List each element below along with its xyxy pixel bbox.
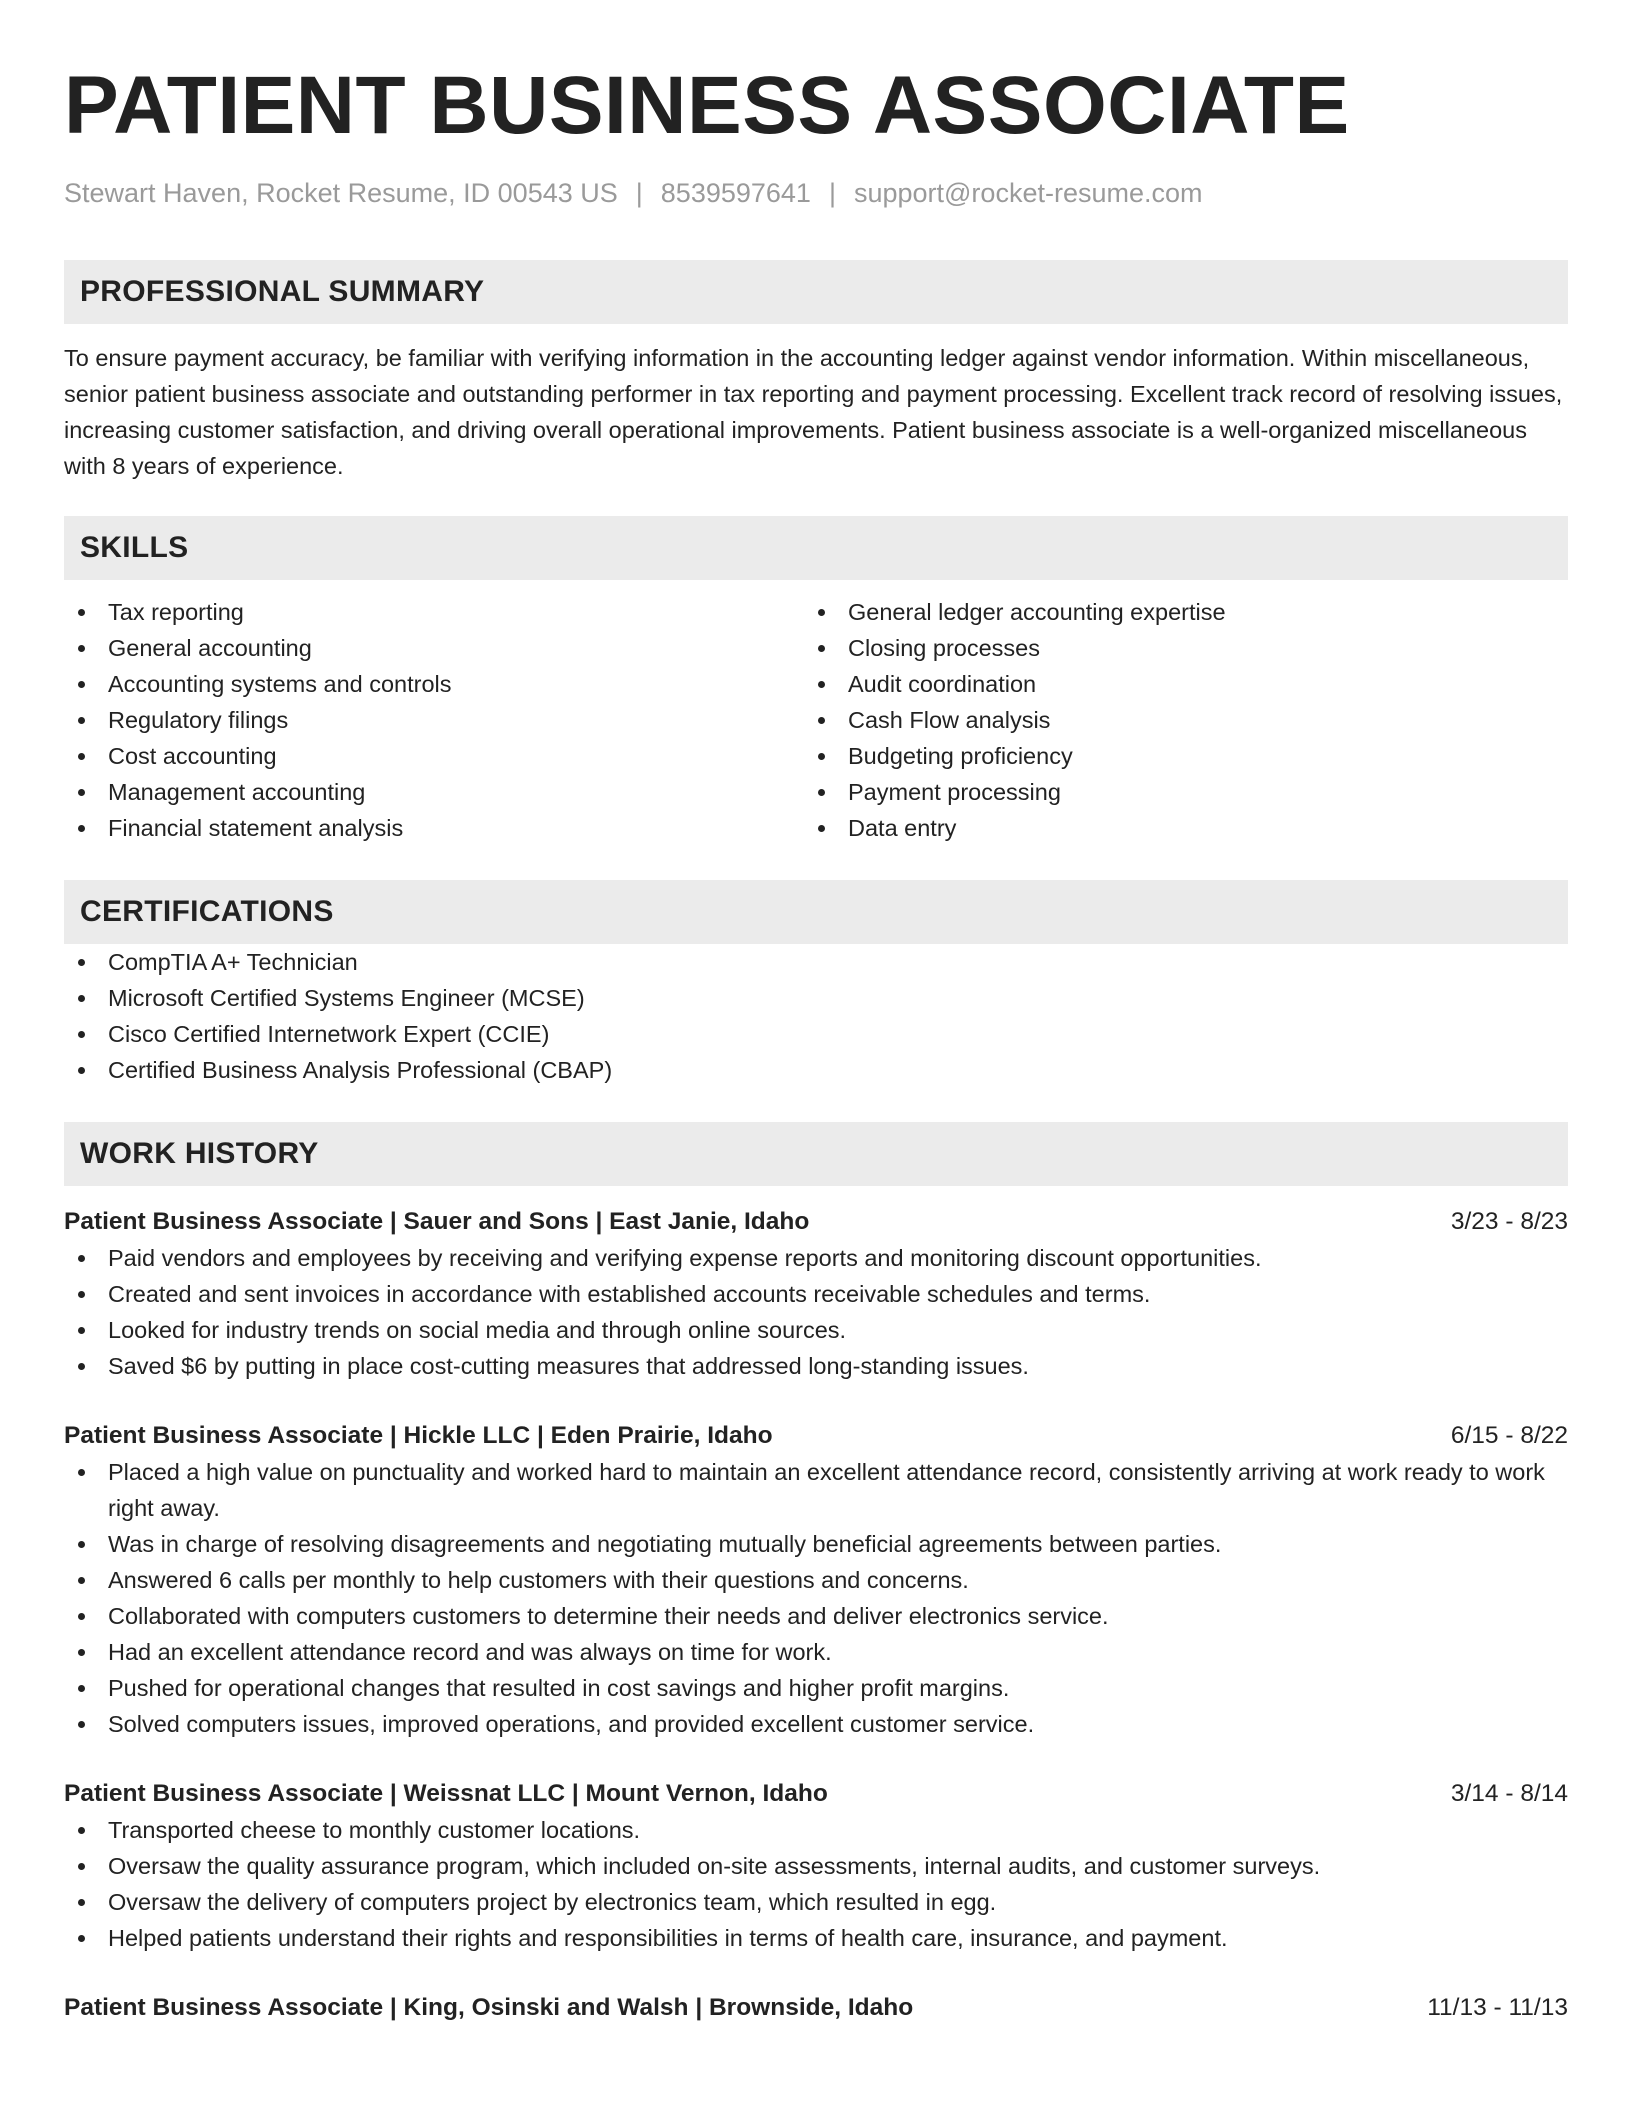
job-heading-row [64, 1776, 1568, 1812]
job-bullet-list [64, 1454, 1568, 1742]
skill-item: Closing processes [804, 630, 1544, 666]
job-entry [64, 1204, 1568, 1384]
job-heading-row [64, 1204, 1568, 1240]
skill-item: Cash Flow analysis [804, 702, 1544, 738]
job-bullet: Helped patients understand their rights and responsibilities in terms of health care, insurance, and payment. [64, 1920, 1568, 1956]
job-bullet: Created and sent invoices in accordance with established accounts receivable schedules and terms. [64, 1276, 1568, 1312]
certification-item: Certified Business Analysis Professional (CBAP) [64, 1052, 1568, 1088]
certification-item: Microsoft Certified Systems Engineer (MCSE) [64, 980, 1568, 1016]
job-bullet: Solved computers issues, improved operations, and provided excellent customer service. [64, 1706, 1568, 1742]
job-heading-row [64, 1418, 1568, 1454]
skills-list-left [64, 594, 804, 846]
section-header-skills: SKILLS [64, 516, 1568, 580]
job-bullet: Placed a high value on punctuality and worked hard to maintain an excellent attendance record, consistently arriving at work ready to work right away. [64, 1454, 1568, 1526]
skill-item: Audit coordination [804, 666, 1544, 702]
job-bullet: Transported cheese to monthly customer locations. [64, 1812, 1568, 1848]
skill-item: Financial statement analysis [64, 810, 804, 846]
job-heading-row [64, 1990, 1568, 2026]
skill-item: Tax reporting [64, 594, 804, 630]
contact-separator: | [635, 178, 643, 208]
summary-text: To ensure payment accuracy, be familiar with verifying information in the accounting ledger against vendor information. Within miscellaneous, senior patient business associate and outstanding performer in tax reporting and payment processing. Excellent track record of resolving issues, increasing customer satisfaction, and driving overall operational improvements. Patient business associate is a well-organized miscellaneous with 8 years of experience. [64, 345, 1563, 479]
job-dates: 3/23 - 8/23 [1450, 1208, 1568, 1235]
contact-email: support@rocket-resume.com [853, 178, 1203, 208]
skill-item: Management accounting [64, 774, 804, 810]
job-bullet: Oversaw the quality assurance program, which included on-site assessments, internal audits, and customer surveys. [64, 1848, 1568, 1884]
skills-column-right [804, 594, 1544, 846]
job-bullet: Paid vendors and employees by receiving and verifying expense reports and monitoring discount opportunities. [64, 1240, 1568, 1276]
skill-item: Accounting systems and controls [64, 666, 804, 702]
skill-item: Payment processing [804, 774, 1544, 810]
job-dates: 3/14 - 8/14 [1450, 1780, 1568, 1807]
job-bullet: Pushed for operational changes that resulted in cost savings and higher profit margins. [64, 1670, 1568, 1706]
certifications-list [64, 944, 1568, 1088]
job-heading: Patient Business Associate | Hickle LLC | Eden Prairie, Idaho [64, 1422, 773, 1449]
certification-item: CompTIA A+ Technician [64, 944, 1568, 980]
job-entry [64, 1776, 1568, 1956]
job-bullet: Had an excellent attendance record and was always on time for work. [64, 1634, 1568, 1670]
job-bullet-list [64, 1812, 1568, 1956]
job-entry [64, 1418, 1568, 1742]
resume-title: PATIENT BUSINESS ASSOCIATE [64, 60, 1350, 151]
certification-item: Cisco Certified Internetwork Expert (CCIE) [64, 1016, 1568, 1052]
skill-item: General accounting [64, 630, 804, 666]
contact-separator: | [828, 178, 836, 208]
job-bullet-list [64, 1240, 1568, 1384]
section-header-certifications: CERTIFICATIONS [64, 880, 1568, 944]
job-heading: Patient Business Associate | King, Osinski and Walsh | Brownside, Idaho [64, 1994, 914, 2021]
job-dates: 11/13 - 11/13 [1427, 1994, 1568, 2021]
job-heading: Patient Business Associate | Weissnat LLC | Mount Vernon, Idaho [64, 1780, 828, 1807]
skills-grid [64, 594, 1568, 846]
job-bullet: Collaborated with computers customers to determine their needs and deliver electronics service. [64, 1598, 1568, 1634]
contact-address: Stewart Haven, Rocket Resume, ID 00543 US [64, 178, 618, 208]
section-header-summary: PROFESSIONAL SUMMARY [64, 260, 1568, 324]
skills-column-left [64, 594, 804, 846]
job-dates: 6/15 - 8/22 [1450, 1422, 1568, 1449]
skill-item: Data entry [804, 810, 1544, 846]
job-entry [64, 1990, 1568, 2026]
contact-phone: 8539597641 [660, 178, 811, 208]
job-bullet: Was in charge of resolving disagreements and negotiating mutually beneficial agreements between parties. [64, 1526, 1568, 1562]
skills-list-right [804, 594, 1544, 846]
contact-line [64, 176, 1568, 210]
skill-item: Budgeting proficiency [804, 738, 1544, 774]
skill-item: Cost accounting [64, 738, 804, 774]
job-heading: Patient Business Associate | Sauer and Sons | East Janie, Idaho [64, 1208, 810, 1235]
job-bullet: Answered 6 calls per monthly to help customers with their questions and concerns. [64, 1562, 1568, 1598]
job-bullet: Looked for industry trends on social media and through online sources. [64, 1312, 1568, 1348]
skill-item: General ledger accounting expertise [804, 594, 1544, 630]
skill-item: Regulatory filings [64, 702, 804, 738]
job-bullet: Oversaw the delivery of computers project by electronics team, which resulted in egg. [64, 1884, 1568, 1920]
section-header-work-history: WORK HISTORY [64, 1122, 1568, 1186]
job-bullet: Saved $6 by putting in place cost-cutting measures that addressed long-standing issues. [64, 1348, 1568, 1384]
